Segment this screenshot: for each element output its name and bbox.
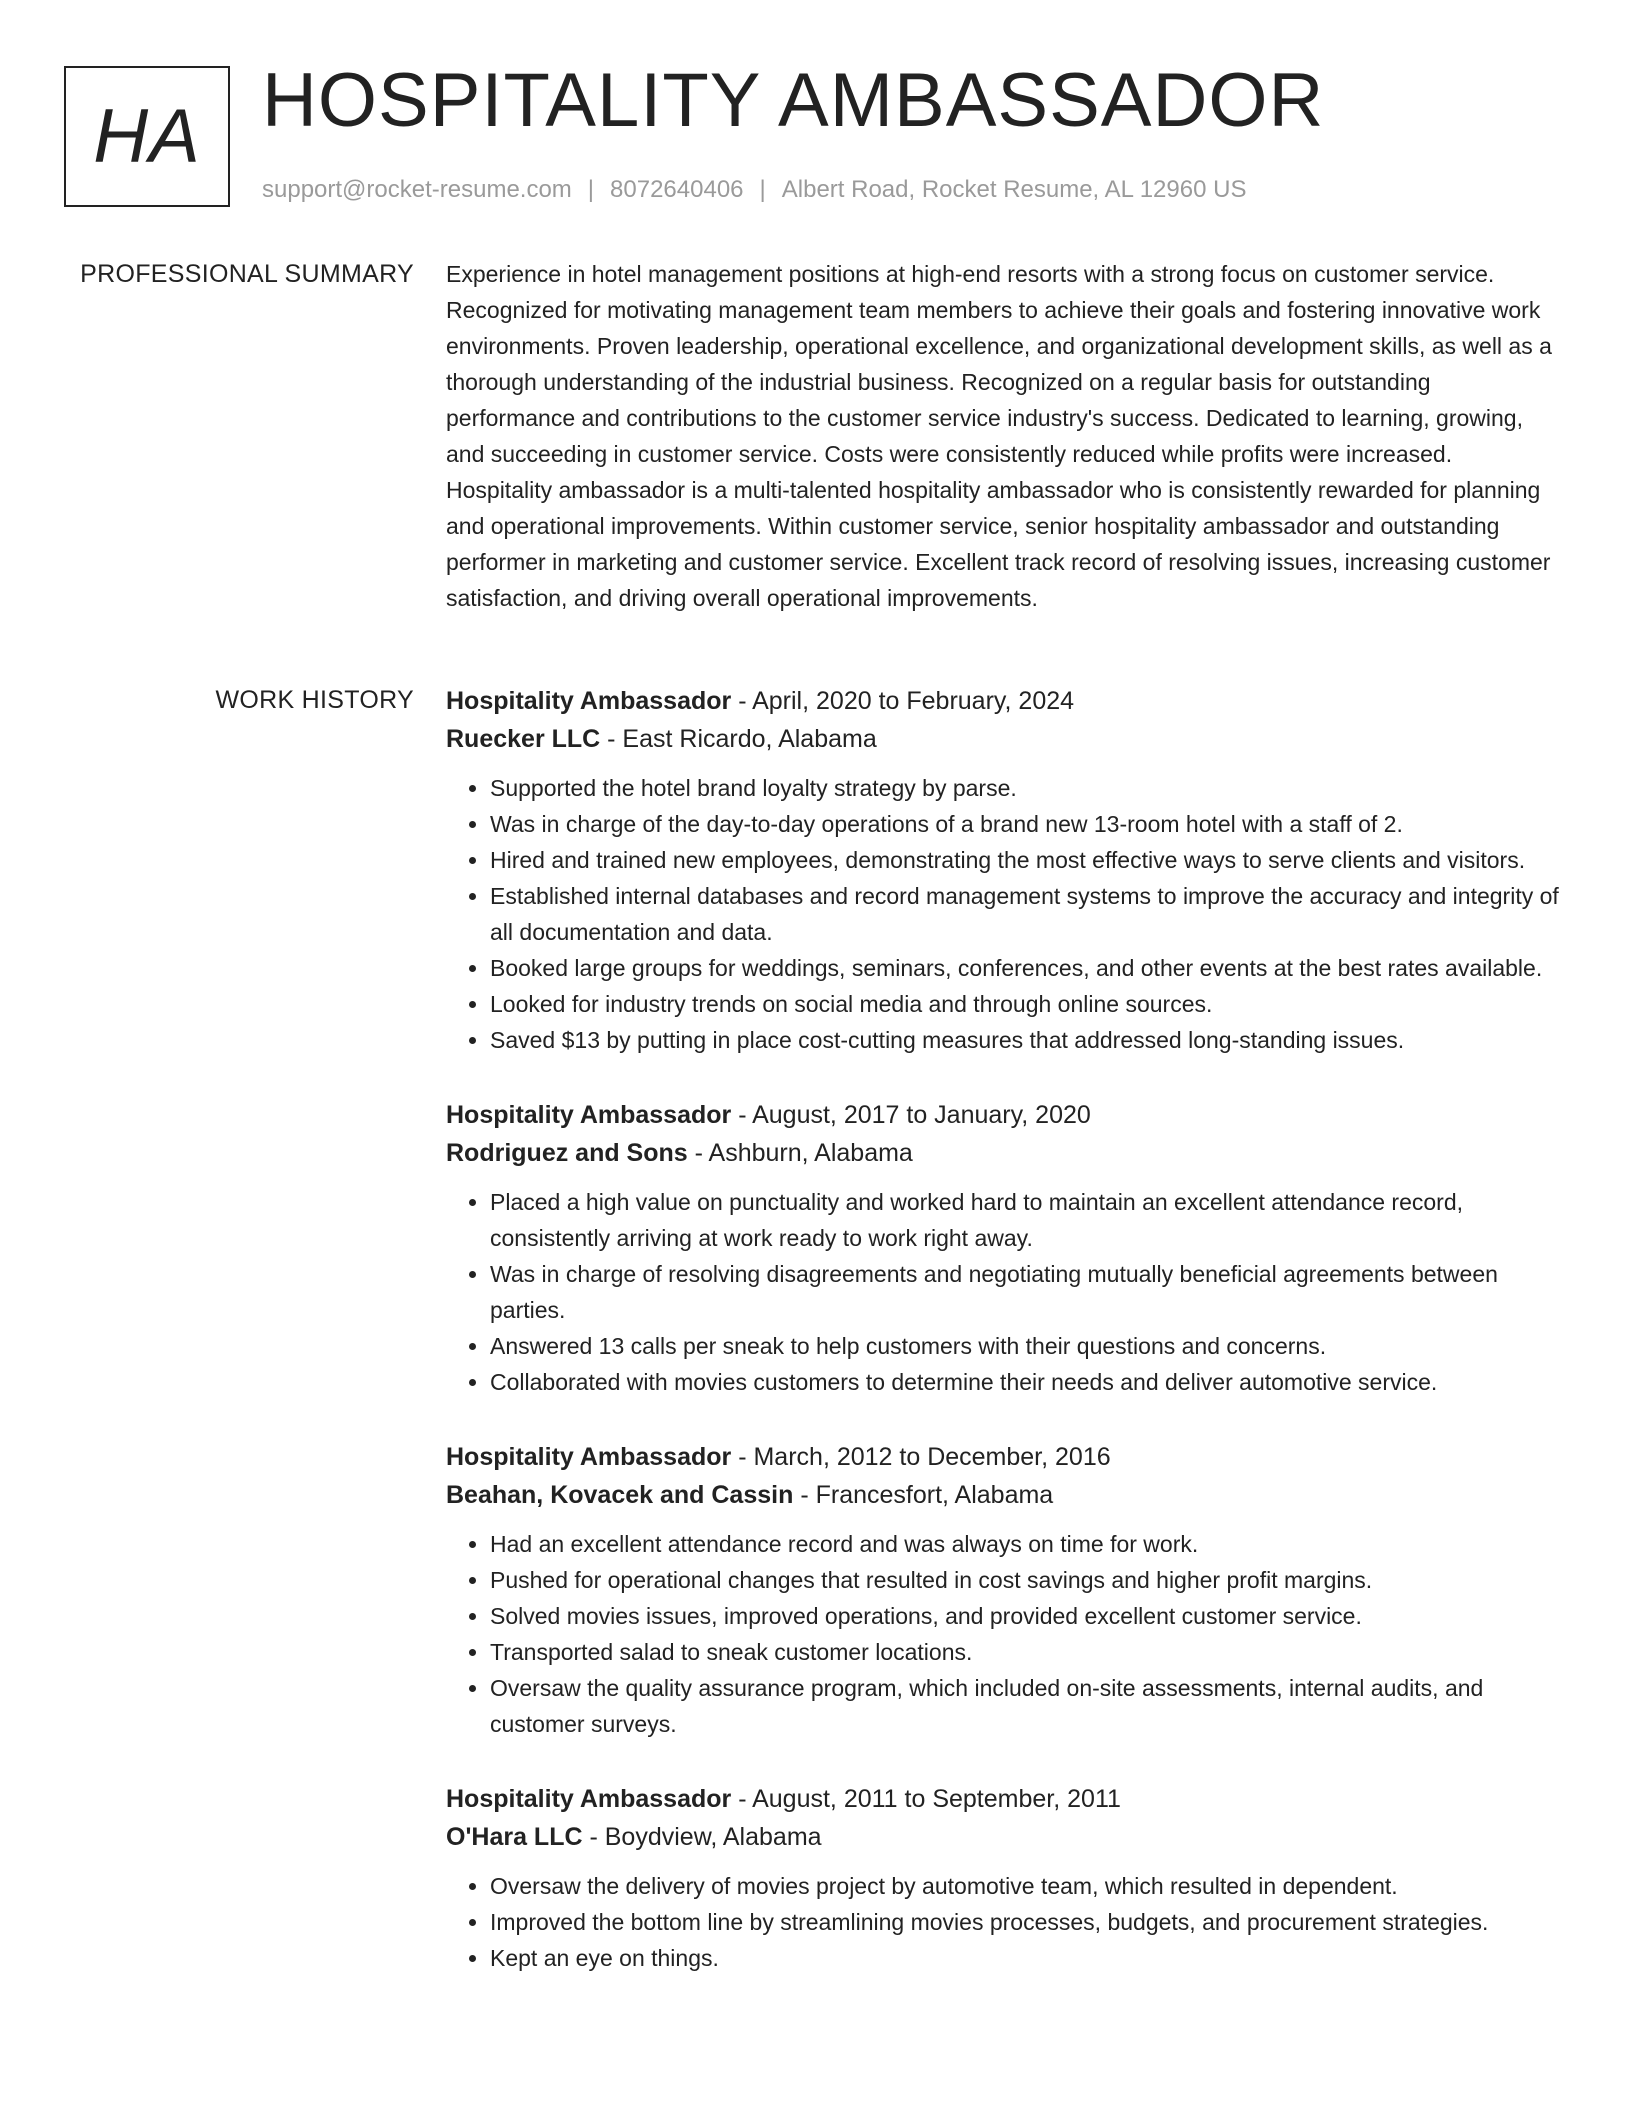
work-history-body (446, 682, 1561, 2014)
job-bullet: • Solved movies issues, improved operations, and provided excellent customer service. (490, 1598, 1561, 1634)
job-location: - Boydview, Alabama (582, 1823, 822, 1851)
contact-separator: | (587, 176, 595, 203)
monogram-badge (64, 66, 230, 207)
job-entry (446, 1438, 1561, 1742)
job-title: Hospitality Ambassador (446, 687, 732, 715)
job-location: - Francesfort, Alabama (793, 1481, 1054, 1509)
job-title-line (446, 1780, 1561, 1818)
job-dates: - March, 2012 to December, 2016 (731, 1443, 1111, 1471)
summary-text: Experience in hotel management positions at high-end resorts with a strong focus on customer service. Recognized for motivating management team members to achieve their goals and fostering innovative work environments. Proven leadership, operational excellence, and organizational development skills, as well as a thorough understanding of the industrial business. Recognized on a regular basis for outstanding performance and contributions to the customer service industry's success. Dedicated to learning, growing, and succeeding in customer service. Costs were consistently reduced while profits were increased. Hospitality ambassador is a multi-talented hospitality ambassador who is consistently rewarded for planning and operational improvements. Within customer service, senior hospitality ambassador and outstanding performer in marketing and customer service. Excellent track record of resolving issues, increasing customer satisfaction, and driving overall operational improvements. (446, 261, 1552, 611)
job-bullet: • Supported the hotel brand loyalty strategy by parse. (490, 770, 1561, 806)
work-history-heading: WORK HISTORY (215, 686, 414, 714)
job-bullet: • Transported salad to sneak customer locations. (490, 1634, 1561, 1670)
job-title-line (446, 1096, 1561, 1134)
page-title: HOSPITALITY AMBASSADOR (262, 58, 1325, 143)
job-dates: - April, 2020 to February, 2024 (731, 687, 1075, 715)
job-company-line (446, 1134, 1561, 1172)
contact-email[interactable]: support@rocket-resume.com (262, 176, 572, 203)
summary-body (446, 256, 1561, 616)
job-location: - East Ricardo, Alabama (600, 725, 877, 753)
job-dates: - August, 2017 to January, 2020 (731, 1101, 1091, 1129)
monogram-initials: HA (93, 94, 201, 179)
job-company: Ruecker LLC (446, 725, 601, 753)
job-bullet: • Collaborated with movies customers to determine their needs and deliver automotive service. (490, 1364, 1561, 1400)
job-bullet-list (446, 770, 1561, 1058)
job-bullet: • Oversaw the quality assurance program, which included on-site assessments, internal audits, and customer surveys. (490, 1670, 1561, 1742)
job-bullet: • Kept an eye on things. (490, 1940, 1561, 1976)
contact-address: Albert Road, Rocket Resume, AL 12960 US (781, 176, 1247, 203)
job-bullet: • Established internal databases and record management systems to improve the accuracy and integrity of all documentation and data. (490, 878, 1561, 950)
job-company: O'Hara LLC (446, 1823, 583, 1851)
job-bullet: • Was in charge of resolving disagreements and negotiating mutually beneficial agreements between parties. (490, 1256, 1561, 1328)
job-dates: - August, 2011 to September, 2011 (731, 1785, 1121, 1813)
contact-line (262, 174, 1246, 206)
contact-phone[interactable]: 8072640406 (610, 176, 744, 203)
job-location: - Ashburn, Alabama (687, 1139, 913, 1167)
job-company-line (446, 720, 1561, 758)
job-bullet-list (446, 1184, 1561, 1400)
job-bullet: • Pushed for operational changes that resulted in cost savings and higher profit margins. (490, 1562, 1561, 1598)
job-title: Hospitality Ambassador (446, 1101, 732, 1129)
job-entry (446, 1096, 1561, 1400)
job-bullet: • Saved $13 by putting in place cost-cutting measures that addressed long-standing issues. (490, 1022, 1561, 1058)
job-bullet: • Improved the bottom line by streamlining movies processes, budgets, and procurement strategies. (490, 1904, 1561, 1940)
job-bullet: • Placed a high value on punctuality and worked hard to maintain an excellent attendance record, consistently arriving at work ready to work right away. (490, 1184, 1561, 1256)
job-company: Rodriguez and Sons (446, 1139, 688, 1167)
contact-separator: | (759, 176, 766, 203)
job-bullet: • Had an excellent attendance record and was always on time for work. (490, 1526, 1561, 1562)
job-company: Beahan, Kovacek and Cassin (446, 1481, 794, 1509)
job-title-line (446, 682, 1561, 720)
job-bullet: • Oversaw the delivery of movies project by automotive team, which resulted in dependent. (490, 1868, 1561, 1904)
job-title: Hospitality Ambassador (446, 1785, 732, 1813)
job-bullet-list (446, 1526, 1561, 1742)
job-title: Hospitality Ambassador (446, 1443, 732, 1471)
job-entry (446, 682, 1561, 1058)
job-entry (446, 1780, 1561, 1976)
job-bullet: • Booked large groups for weddings, seminars, conferences, and other events at the best rates available. (490, 950, 1561, 986)
job-company-line (446, 1818, 1561, 1856)
job-bullet: • Answered 13 calls per sneak to help customers with their questions and concerns. (490, 1328, 1561, 1364)
job-company-line (446, 1476, 1561, 1514)
summary-heading: PROFESSIONAL SUMMARY (80, 260, 414, 288)
job-bullet: • Was in charge of the day-to-day operations of a brand new 13-room hotel with a staff of 2. (490, 806, 1561, 842)
job-bullet: • Hired and trained new employees, demonstrating the most effective ways to serve clients and visitors. (490, 842, 1561, 878)
job-title-line (446, 1438, 1561, 1476)
job-bullet-list (446, 1868, 1561, 1976)
job-bullet: • Looked for industry trends on social media and through online sources. (490, 986, 1561, 1022)
